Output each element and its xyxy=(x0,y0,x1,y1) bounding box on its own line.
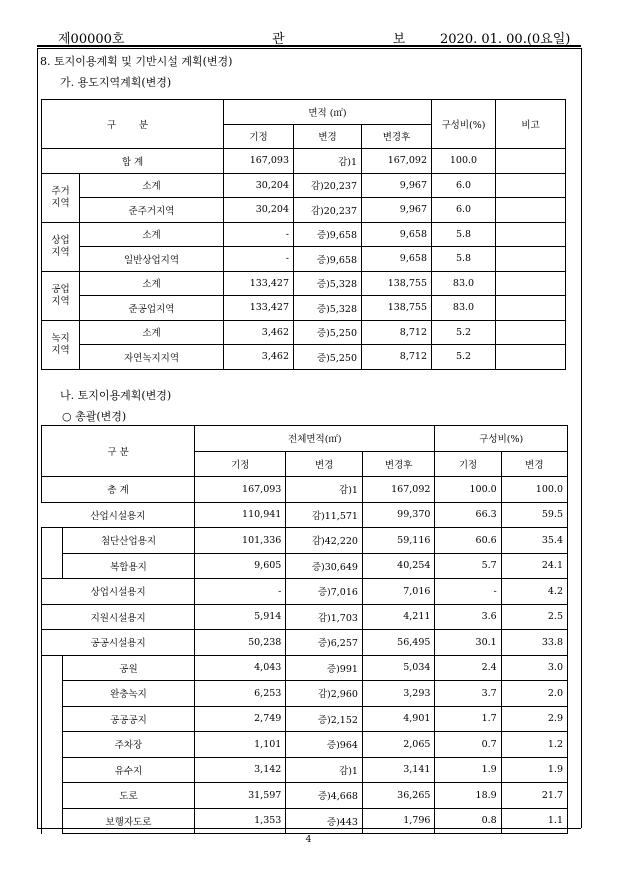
issue-number: 제00000호 xyxy=(58,32,125,47)
subsection-zoning: 가. 용도지역계획(변경) xyxy=(60,76,172,89)
row-label: 소계 xyxy=(80,222,224,247)
table-row xyxy=(42,783,568,809)
row-label: 완충녹지 xyxy=(62,681,195,707)
cell: 6.0 xyxy=(432,173,496,198)
table-row xyxy=(42,222,566,247)
cell: 101,336 xyxy=(195,528,286,554)
cell: 8,712 xyxy=(362,320,432,345)
cell: 1.9 xyxy=(435,757,501,783)
cell: 21.7 xyxy=(501,783,567,809)
cell: 30.1 xyxy=(435,630,501,656)
table-row xyxy=(42,630,568,656)
indent-cell xyxy=(42,808,63,834)
table-row xyxy=(42,757,568,783)
cell xyxy=(496,198,566,223)
t1-header-ratio: 구성비(%) xyxy=(432,100,496,149)
cell: 5,034 xyxy=(362,655,434,681)
row-label: 유수지 xyxy=(62,757,195,783)
cell: 8,712 xyxy=(362,345,432,370)
subsection-landuse: 나. 토지이용계획(변경) xyxy=(60,389,172,402)
cell: 증)5,250 xyxy=(294,320,362,345)
t2-header-col: 기정 xyxy=(195,451,286,477)
cell: 3,462 xyxy=(224,345,294,370)
cell: - xyxy=(224,247,294,272)
table-row xyxy=(42,528,568,554)
group-label: 상업 지역 xyxy=(42,222,80,271)
cell: 감)1 xyxy=(286,757,363,783)
table-row xyxy=(42,198,566,223)
cell: 3.0 xyxy=(501,655,567,681)
cell: 138,755 xyxy=(362,296,432,321)
cell: 138,755 xyxy=(362,271,432,296)
cell xyxy=(496,296,566,321)
cell xyxy=(496,149,566,174)
row-label: 복합용지 xyxy=(62,553,195,579)
row-label: 총 계 xyxy=(42,477,195,503)
t1-header-col: 변경 xyxy=(294,124,362,149)
cell: 3,462 xyxy=(224,320,294,345)
cell: 1.9 xyxy=(501,757,567,783)
t2-header-col: 변경후 xyxy=(362,451,434,477)
indent-cell xyxy=(42,757,63,783)
section-title: 8. 토지이용계획 및 기반시설 계획(변경) xyxy=(40,55,233,68)
table-row xyxy=(42,296,566,321)
row-label: 준주거지역 xyxy=(80,198,224,223)
cell: 1.2 xyxy=(501,732,567,758)
cell xyxy=(496,345,566,370)
indent-cell xyxy=(42,553,63,579)
t2-header-col: 변경 xyxy=(501,451,567,477)
cell: 3.6 xyxy=(435,604,501,630)
t2-header-ratio: 구성비(%) xyxy=(435,426,568,452)
cell: 증)5,328 xyxy=(294,271,362,296)
cell: - xyxy=(195,579,286,605)
cell: 30,204 xyxy=(224,198,294,223)
cell: 83.0 xyxy=(432,271,496,296)
t1-header-col: 기정 xyxy=(224,124,294,149)
t1-header-area: 면적 (㎡) xyxy=(224,100,432,125)
row-label: 상업시설용지 xyxy=(42,579,195,605)
cell: 7,016 xyxy=(362,579,434,605)
cell: 133,427 xyxy=(224,271,294,296)
table-row xyxy=(42,808,568,834)
cell: 3,142 xyxy=(195,757,286,783)
indent-cell xyxy=(42,681,63,707)
cell: 3,293 xyxy=(362,681,434,707)
t2-header-group: 구 분 xyxy=(42,426,195,477)
cell: 60.6 xyxy=(435,528,501,554)
t1-header-group: 구 분 xyxy=(42,100,224,149)
cell: 0.7 xyxy=(435,732,501,758)
cell xyxy=(496,173,566,198)
cell: 6,253 xyxy=(195,681,286,707)
cell: 2.9 xyxy=(501,706,567,732)
cell: 40,254 xyxy=(362,553,434,579)
cell: 2.0 xyxy=(501,681,567,707)
cell: 5.7 xyxy=(435,553,501,579)
row-label: 주차장 xyxy=(62,732,195,758)
cell: 2,749 xyxy=(195,706,286,732)
frame-left xyxy=(37,48,38,828)
row-label: 소계 xyxy=(80,173,224,198)
cell: 감)1,703 xyxy=(286,604,363,630)
cell: 증)443 xyxy=(286,808,363,834)
cell: 증)4,668 xyxy=(286,783,363,809)
cell: 감)20,237 xyxy=(294,198,362,223)
t2-header-col: 기정 xyxy=(435,451,501,477)
cell: 3,141 xyxy=(362,757,434,783)
cell: 100.0 xyxy=(432,149,496,174)
cell: 66.3 xyxy=(435,502,501,528)
table-row xyxy=(42,604,568,630)
cell: 59.5 xyxy=(501,502,567,528)
page-title: 관 보 xyxy=(272,32,458,47)
cell: 50,238 xyxy=(195,630,286,656)
cell: 4.2 xyxy=(501,579,567,605)
cell: 증)30,649 xyxy=(286,553,363,579)
row-label: 공원 xyxy=(62,655,195,681)
cell: 5.2 xyxy=(432,320,496,345)
row-label: 자연녹지지역 xyxy=(80,345,224,370)
cell: 99,370 xyxy=(362,502,434,528)
row-label: 도로 xyxy=(62,783,195,809)
cell: 감)2,960 xyxy=(286,681,363,707)
row-label: 지원시설용지 xyxy=(42,604,195,630)
cell: 133,427 xyxy=(224,296,294,321)
table-row xyxy=(42,320,566,345)
cell: 9,658 xyxy=(362,222,432,247)
table-row xyxy=(42,502,568,528)
cell: 증)964 xyxy=(286,732,363,758)
table-row xyxy=(42,579,568,605)
cell: 9,605 xyxy=(195,553,286,579)
indent-cell xyxy=(42,706,63,732)
table-row xyxy=(42,345,566,370)
cell: 5.8 xyxy=(432,222,496,247)
cell: 증)5,250 xyxy=(294,345,362,370)
cell: 증)2,152 xyxy=(286,706,363,732)
cell: 5,914 xyxy=(195,604,286,630)
zoning-table xyxy=(41,99,566,370)
header-rule-thin xyxy=(37,48,581,49)
cell: 4,901 xyxy=(362,706,434,732)
cell: 0.8 xyxy=(435,808,501,834)
cell: 1,796 xyxy=(362,808,434,834)
cell: 2.4 xyxy=(435,655,501,681)
cell: 3.7 xyxy=(435,681,501,707)
table-row xyxy=(42,655,568,681)
cell: 1.1 xyxy=(501,808,567,834)
cell: 9,967 xyxy=(362,173,432,198)
cell: 5.8 xyxy=(432,247,496,272)
table-row xyxy=(42,271,566,296)
cell: 6.0 xyxy=(432,198,496,223)
cell: 30,204 xyxy=(224,173,294,198)
cell: 감)20,237 xyxy=(294,173,362,198)
row-label: 일반상업지역 xyxy=(80,247,224,272)
cell: 증)991 xyxy=(286,655,363,681)
cell: 59,116 xyxy=(362,528,434,554)
table-row xyxy=(42,706,568,732)
page-number: 4 xyxy=(305,835,312,845)
cell: 167,093 xyxy=(224,149,294,174)
cell: 증)7,016 xyxy=(286,579,363,605)
table-row xyxy=(42,681,568,707)
cell: 감)1 xyxy=(294,149,362,174)
row-label: 소계 xyxy=(80,320,224,345)
t1-header-note: 비고 xyxy=(496,100,566,149)
cell: 증)9,658 xyxy=(294,222,362,247)
table-row xyxy=(42,553,568,579)
cell: 31,597 xyxy=(195,783,286,809)
cell: 167,092 xyxy=(362,149,432,174)
cell: 110,941 xyxy=(195,502,286,528)
cell: 24.1 xyxy=(501,553,567,579)
row-label: 산업시설용지 xyxy=(42,502,195,528)
cell: 4,211 xyxy=(362,604,434,630)
indent-cell xyxy=(42,528,63,554)
cell: 9,967 xyxy=(362,198,432,223)
row-label: 보행자도로 xyxy=(62,808,195,834)
cell: 167,093 xyxy=(195,477,286,503)
cell: 18.9 xyxy=(435,783,501,809)
row-label: 공공시설용지 xyxy=(42,630,195,656)
cell xyxy=(496,247,566,272)
cell: 56,495 xyxy=(362,630,434,656)
row-label: 소계 xyxy=(80,271,224,296)
cell: 35.4 xyxy=(501,528,567,554)
cell: 감)11,571 xyxy=(286,502,363,528)
cell: 1.7 xyxy=(435,706,501,732)
issue-date: 2020. 01. 00.(0요일) xyxy=(440,32,571,47)
table-row xyxy=(42,173,566,198)
cell: 36,265 xyxy=(362,783,434,809)
cell: 83.0 xyxy=(432,296,496,321)
table-row xyxy=(42,477,568,503)
cell: 감)1 xyxy=(286,477,363,503)
row-label: 첨단산업용지 xyxy=(62,528,195,554)
indent-cell xyxy=(42,655,63,681)
group-label: 공업 지역 xyxy=(42,271,80,320)
row-label: 합 계 xyxy=(42,149,224,174)
cell: - xyxy=(435,579,501,605)
group-label: 녹지 지역 xyxy=(42,320,80,369)
cell: 9,658 xyxy=(362,247,432,272)
cell xyxy=(496,271,566,296)
t1-header-col: 변경후 xyxy=(362,124,432,149)
indent-cell xyxy=(42,783,63,809)
cell: 4,043 xyxy=(195,655,286,681)
table-row xyxy=(42,732,568,758)
indent-cell xyxy=(42,732,63,758)
cell xyxy=(496,222,566,247)
cell: 증)9,658 xyxy=(294,247,362,272)
cell: - xyxy=(224,222,294,247)
t2-header-col: 변경 xyxy=(286,451,363,477)
row-label: 공공공지 xyxy=(62,706,195,732)
header-rule xyxy=(37,45,581,47)
cell: 2.5 xyxy=(501,604,567,630)
table-row xyxy=(42,247,566,272)
row-label: 준공업지역 xyxy=(80,296,224,321)
cell: 100.0 xyxy=(435,477,501,503)
cell: 100.0 xyxy=(501,477,567,503)
group-label: 주거 지역 xyxy=(42,173,80,222)
landuse-table xyxy=(41,425,568,834)
table-row xyxy=(42,149,566,174)
cell: 167,092 xyxy=(362,477,434,503)
cell xyxy=(496,320,566,345)
cell: 증)5,328 xyxy=(294,296,362,321)
cell: 증)6,257 xyxy=(286,630,363,656)
frame-right xyxy=(581,48,582,828)
subsection-summary: ○ 총괄(변경) xyxy=(62,410,127,423)
cell: 1,353 xyxy=(195,808,286,834)
cell: 감)42,220 xyxy=(286,528,363,554)
t2-header-area: 전체면적(㎡) xyxy=(195,426,435,452)
cell: 33.8 xyxy=(501,630,567,656)
cell: 1,101 xyxy=(195,732,286,758)
cell: 2,065 xyxy=(362,732,434,758)
cell: 5.2 xyxy=(432,345,496,370)
